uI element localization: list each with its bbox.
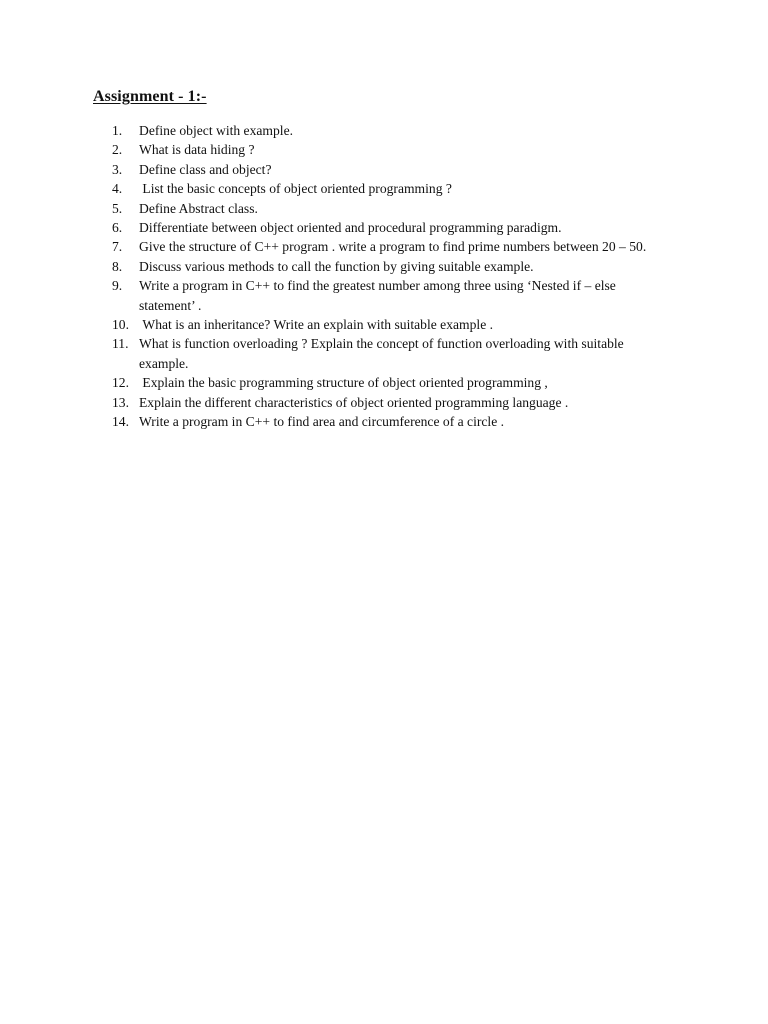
question-number: 6. [112,220,123,236]
question-text: What is data hiding ? [139,142,255,158]
question-item [112,218,672,237]
question-item [112,160,672,179]
question-number: 4. [112,181,123,197]
question-number: 8. [112,258,123,274]
question-item [112,140,672,159]
question-item [112,412,672,431]
question-text: What is function overloading ? Explain the concept of function overloading with suitable example. [139,336,624,371]
question-number: 11. [112,336,129,352]
question-text: Differentiate between object oriented and procedural programming paradigm. [139,220,562,236]
question-text: Define Abstract class. [139,200,258,216]
question-number: 14. [112,414,129,430]
question-item [112,393,672,412]
question-number: 1. [112,123,123,138]
question-number: 2. [112,142,123,158]
question-number: 5. [112,200,123,216]
question-text: What is an inheritance? Write an explain with suitable example . [139,317,494,333]
question-text: Give the structure of C++ program . write a program to find prime numbers between 20 – 50. [139,239,647,255]
question-number: 3. [112,161,123,177]
question-number: 12. [112,375,129,391]
question-text: Define class and object? [139,161,272,177]
question-text: Explain the basic programming structure of object oriented programming , [139,375,548,391]
question-item [112,276,672,315]
question-text: Define object with example. [139,123,294,138]
question-number: 13. [112,394,129,410]
question-text: Discuss various methods to call the function by giving suitable example. [139,258,534,274]
question-list [112,121,672,432]
question-text: Explain the different characteristics of object oriented programming language . [139,394,569,410]
question-item [112,334,672,373]
question-text: List the basic concepts of object oriented programming ? [139,181,452,197]
assignment-title: Assignment - 1:- [93,88,207,105]
question-number: 7. [112,239,123,255]
question-text: Write a program in C++ to find area and circumference of a circle . [139,414,505,430]
question-item [112,373,672,392]
question-item [112,257,672,276]
question-item [112,199,672,218]
question-item [112,121,672,140]
question-item [112,237,672,256]
question-item [112,315,672,334]
question-number: 9. [112,278,123,294]
question-text: Write a program in C++ to find the greatest number among three using ‘Nested if – else statement’ . [139,278,616,313]
question-item [112,179,672,198]
question-number: 10. [112,317,129,333]
